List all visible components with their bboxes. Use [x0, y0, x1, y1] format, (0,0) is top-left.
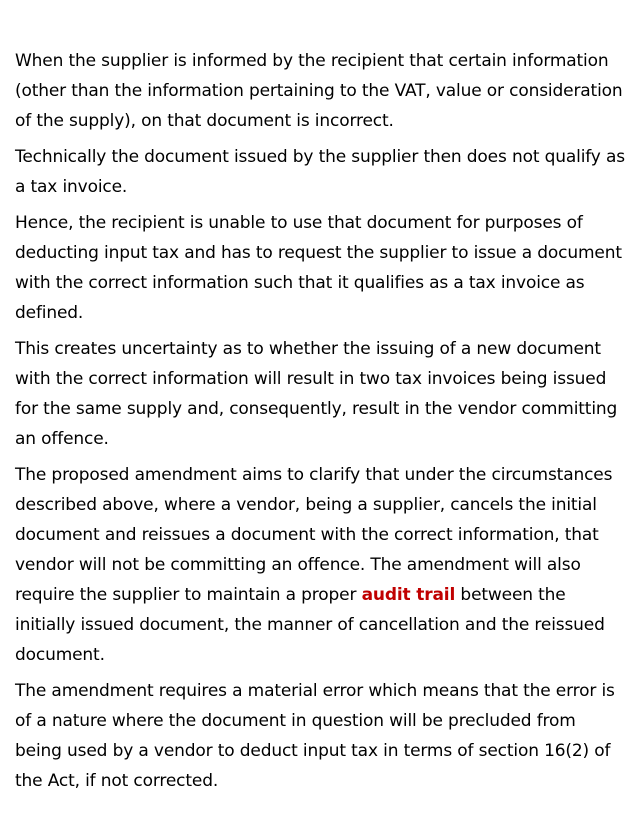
paragraph-supplier-informed: When the supplier is informed by the recipient that certain information (other than the information pertaining to the VAT, value or consideration of the supply), on that document is incorrect. — [15, 51, 623, 131]
amendment-text-before: The proposed amendment aims to clarify that under the circumstances described above, where a vendor, being a supplier, cancels the initial document and reissues a document with the correct information, that vendor will not be committing an offence. The amendment will also require the supplier to maintain a proper — [15, 465, 613, 605]
paragraph-recipient-unable: Hence, the recipient is unable to use that document for purposes of deducting input tax and has to request the supplier to issue a document with the correct information such that it qualifies as a tax invoice as defined. — [15, 213, 622, 323]
document-body — [15, 46, 625, 802]
paragraph-not-tax-invoice: Technically the document issued by the supplier then does not qualify as a tax invoice. — [15, 147, 625, 197]
audit-trail-highlight: audit trail — [361, 585, 456, 605]
paragraph-material-error: The amendment requires a material error which means that the error is of a nature where the document in question will be precluded from being used by a vendor to deduct input tax in terms of section 16(2) of the Act, if not corrected. — [15, 681, 615, 791]
paragraph-uncertainty: This creates uncertainty as to whether the issuing of a new document with the correct information will result in two tax invoices being issued for the same supply and, consequently, result in the vendor committing an offence. — [15, 339, 618, 449]
amendment-text-after: between the initially issued document, the manner of cancellation and the reissued document. — [15, 585, 605, 665]
paragraph-proposed-amendment — [15, 460, 625, 670]
